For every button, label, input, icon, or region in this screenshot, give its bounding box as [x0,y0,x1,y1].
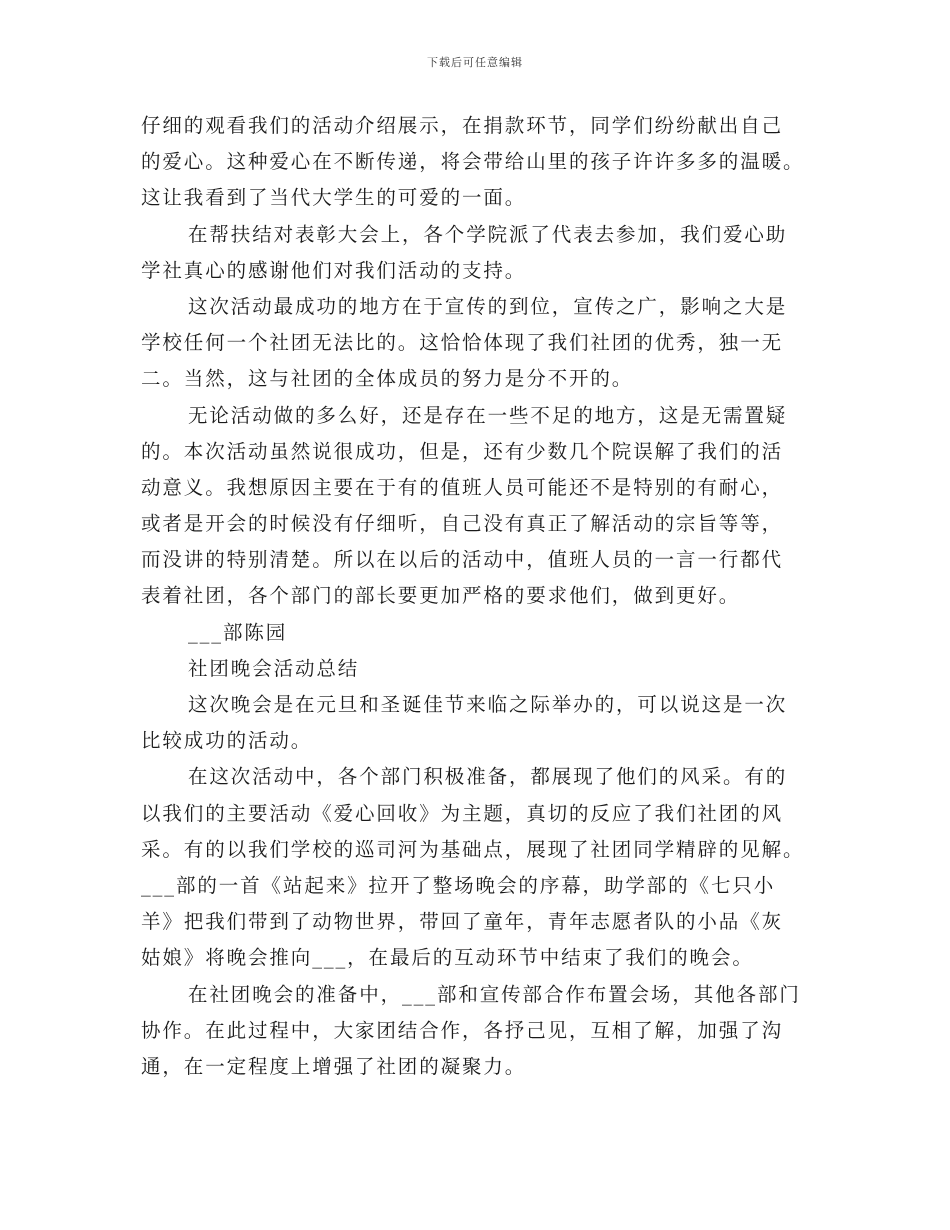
text-line: 协作。在此过程中，大家团结合作，各抒己见，互相了解，加强了沟 [141,1018,784,1042]
text-line: ___部的一首《站起来》拉开了整场晚会的序幕，助学部的《七只小 [141,873,776,897]
text-line: 采。有的以我们学校的巡司河为基础点，展现了社团同学精辟的见解。 [141,837,805,861]
text-line: 在帮扶结对表彰大会上，各个学院派了代表去参加，我们爱心助 [188,222,788,246]
text-line: 学校任何一个社团无法比的。这恰恰体现了我们社团的优秀，独一无 [141,331,784,355]
text-line: 动意义。我想原因主要在于有的值班人员可能还不是特别的有耐心， [141,475,784,499]
text-line: 表着社团，各个部门的部长要更加严格的要求他们，做到更好。 [141,584,741,608]
text-line: 这次活动最成功的地方在于宣传的到位，宣传之广，影响之大是 [188,294,788,318]
text-line: 的。本次活动虽然说很成功，但是，还有少数几个院误解了我们的活 [141,439,784,463]
text-line: 社团晚会活动总结 [188,656,360,680]
text-line: 这次晚会是在元旦和圣诞佳节来临之际举办的，可以说这是一次 [188,693,788,716]
text-line: 学社真心的感谢他们对我们活动的支持。 [141,258,527,282]
text-line: 姑娘》将晚会推向___，在最后的互动环节中结束了我们的晚会。 [141,946,754,970]
text-line: 在这次活动中，各个部门积极准备，都展现了他们的风采。有的 [188,765,788,789]
text-line: 而没讲的特别清楚。所以在以后的活动中，值班人员的一言一行都代 [141,548,784,572]
document-body [141,108,811,1085]
page-header: 下载后可任意编辑 [427,56,523,69]
text-line: 通，在一定程度上增强了社团的凝聚力。 [141,1054,527,1078]
text-line: ___部陈园 [188,620,288,644]
text-line: 仔细的观看我们的活动介绍展示，在捐款环节，同学们纷纷献出自己 [141,114,784,137]
text-line: 以我们的主要活动《爱心回收》为主题，真切的反应了我们社团的风 [141,801,784,825]
text-line: 无论活动做的多么好，还是存在一些不足的地方，这是无需置疑 [188,403,788,427]
text-line: 的爱心。这种爱心在不断传递，将会带给山里的孩子许许多多的温暖。 [141,150,805,174]
text-line: 羊》把我们带到了动物世界，带回了童年，青年志愿者队的小品《灰 [141,910,784,934]
text-line: 这让我看到了当代大学生的可爱的一面。 [141,186,527,210]
text-line: 二。当然，这与社团的全体成员的努力是分不开的。 [141,367,634,391]
text-line: 比较成功的活动。 [141,729,313,753]
text-line: 或者是开会的时候没有仔细听，自己没有真正了解活动的宗旨等等， [141,512,784,536]
text-line: 在社团晚会的准备中，___部和宣传部合作布置会场，其他各部门 [188,982,801,1006]
